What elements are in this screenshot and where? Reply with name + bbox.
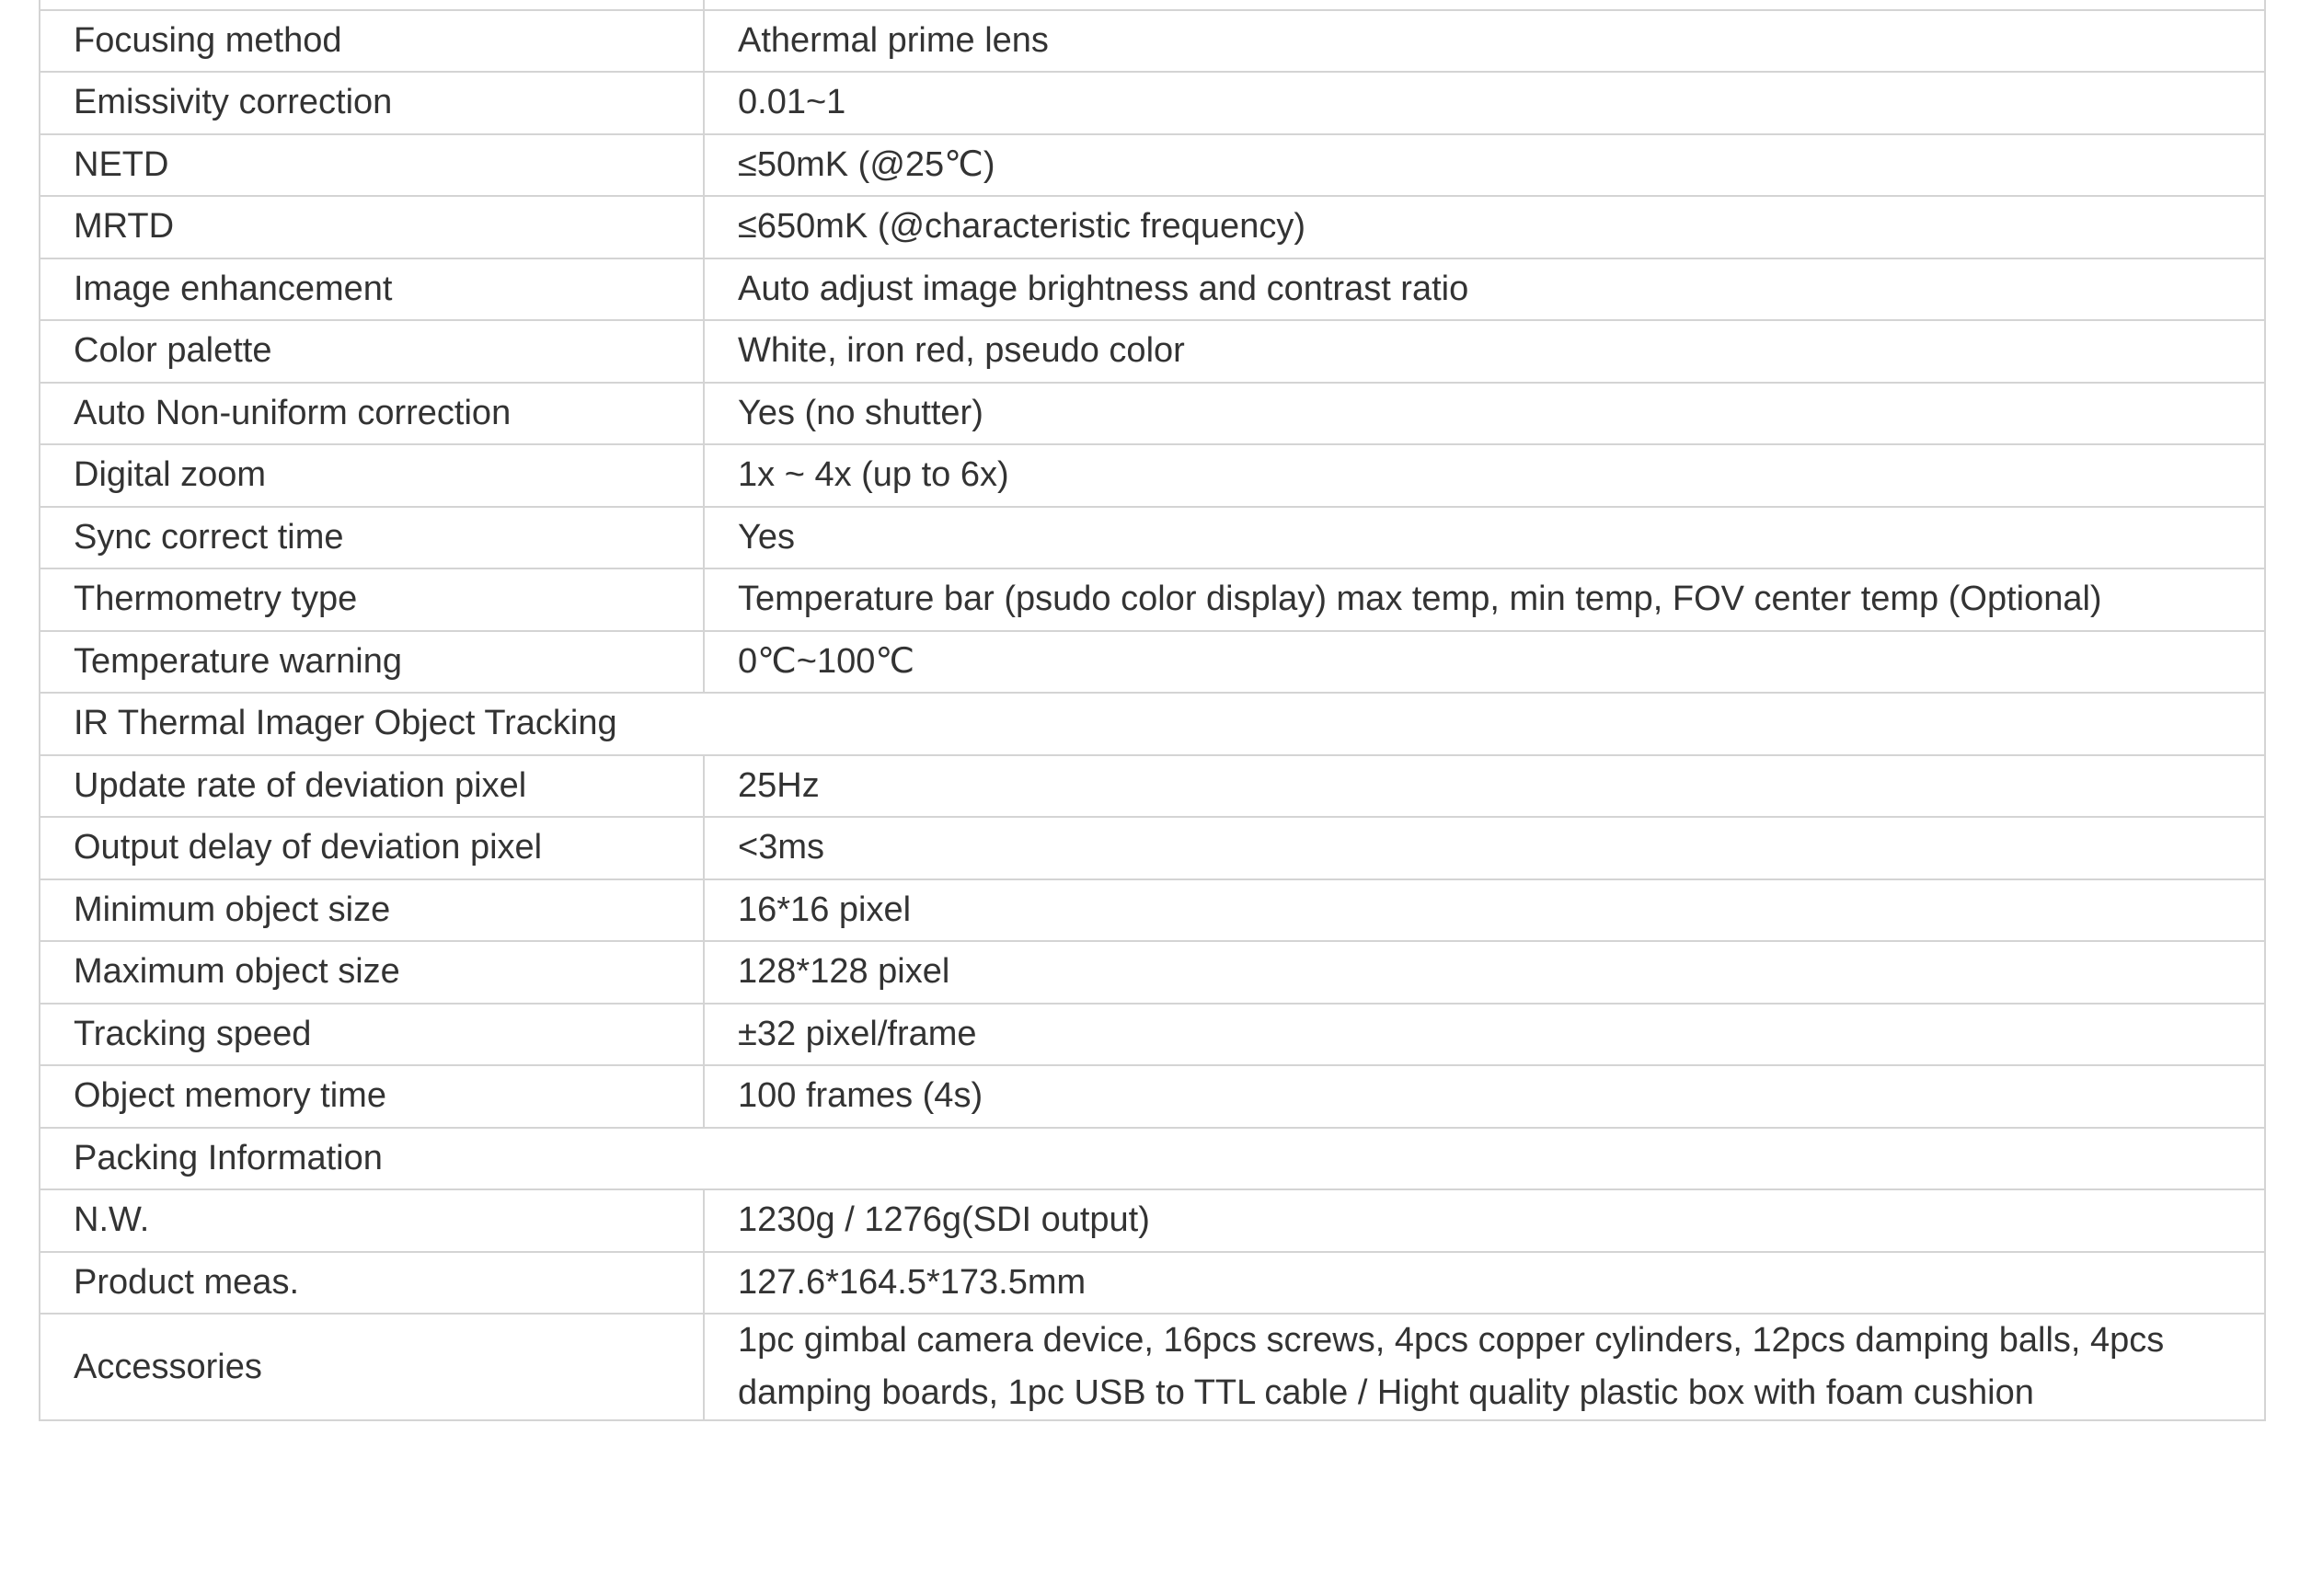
spec-value: 1x ~ 4x (up to 6x)	[704, 444, 2265, 507]
table-row	[40, 755, 2265, 818]
spec-value: 1pc gimbal camera device, 16pcs screws, 4pcs copper cylinders, 12pcs damping balls, 4pcs damping boards, 1pc USB to TTL cable / Hight quality plastic box with foam cushion	[704, 1314, 2265, 1420]
spec-label: Update rate of deviation pixel	[40, 755, 704, 818]
table-row	[40, 817, 2265, 879]
table-row	[40, 507, 2265, 569]
spec-label: Auto Non-uniform correction	[40, 383, 704, 445]
spec-value: 0.01~1	[704, 72, 2265, 134]
table-row	[40, 320, 2265, 383]
spec-value	[704, 0, 2265, 10]
section-row	[40, 693, 2265, 755]
spec-value: White, iron red, pseudo color	[704, 320, 2265, 383]
spec-value: Yes	[704, 507, 2265, 569]
spec-label: Object memory time	[40, 1065, 704, 1128]
spec-value: 127.6*164.5*173.5mm	[704, 1252, 2265, 1315]
section-row	[40, 1128, 2265, 1190]
table-row	[40, 1004, 2265, 1066]
spec-label: Sync correct time	[40, 507, 704, 569]
spec-label: Product meas.	[40, 1252, 704, 1315]
table-row	[40, 444, 2265, 507]
table-row	[40, 1314, 2265, 1420]
spec-table	[39, 0, 2266, 1421]
spec-value: Temperature bar (psudo color display) max temp, min temp, FOV center temp (Optional)	[704, 568, 2265, 631]
spec-label: Maximum object size	[40, 941, 704, 1004]
spec-label: Minimum object size	[40, 879, 704, 942]
spec-value: 25Hz	[704, 755, 2265, 818]
spec-label: NETD	[40, 134, 704, 197]
spec-label: Thermometry type	[40, 568, 704, 631]
spec-label	[40, 0, 704, 10]
table-row	[40, 0, 2265, 10]
table-row	[40, 941, 2265, 1004]
table-row	[40, 258, 2265, 321]
spec-value: 100 frames (4s)	[704, 1065, 2265, 1128]
spec-value: Auto adjust image brightness and contrast ratio	[704, 258, 2265, 321]
spec-label: Temperature warning	[40, 631, 704, 694]
spec-label: Focusing method	[40, 10, 704, 73]
spec-label: Output delay of deviation pixel	[40, 817, 704, 879]
spec-value: 128*128 pixel	[704, 941, 2265, 1004]
spec-label: Tracking speed	[40, 1004, 704, 1066]
spec-value: 0℃~100℃	[704, 631, 2265, 694]
spec-value: Athermal prime lens	[704, 10, 2265, 73]
spec-label: Accessories	[40, 1314, 704, 1420]
spec-label: Emissivity correction	[40, 72, 704, 134]
table-row	[40, 568, 2265, 631]
spec-value: 16*16 pixel	[704, 879, 2265, 942]
table-row	[40, 72, 2265, 134]
spec-value: ≤650mK (@characteristic frequency)	[704, 196, 2265, 258]
spec-table-body	[40, 0, 2265, 1420]
table-row	[40, 879, 2265, 942]
section-heading: IR Thermal Imager Object Tracking	[40, 693, 2265, 755]
spec-label: N.W.	[40, 1189, 704, 1252]
spec-label: Digital zoom	[40, 444, 704, 507]
table-row	[40, 1065, 2265, 1128]
spec-value: <3ms	[704, 817, 2265, 879]
spec-label: MRTD	[40, 196, 704, 258]
spec-label: Color palette	[40, 320, 704, 383]
table-row	[40, 1252, 2265, 1315]
table-row	[40, 134, 2265, 197]
table-row	[40, 196, 2265, 258]
spec-value: ≤50mK (@25℃)	[704, 134, 2265, 197]
spec-value: Yes (no shutter)	[704, 383, 2265, 445]
table-row	[40, 10, 2265, 73]
section-heading: Packing Information	[40, 1128, 2265, 1190]
spec-value: ±32 pixel/frame	[704, 1004, 2265, 1066]
table-row	[40, 631, 2265, 694]
spec-value: 1230g / 1276g(SDI output)	[704, 1189, 2265, 1252]
table-row	[40, 383, 2265, 445]
spec-label: Image enhancement	[40, 258, 704, 321]
table-row	[40, 1189, 2265, 1252]
